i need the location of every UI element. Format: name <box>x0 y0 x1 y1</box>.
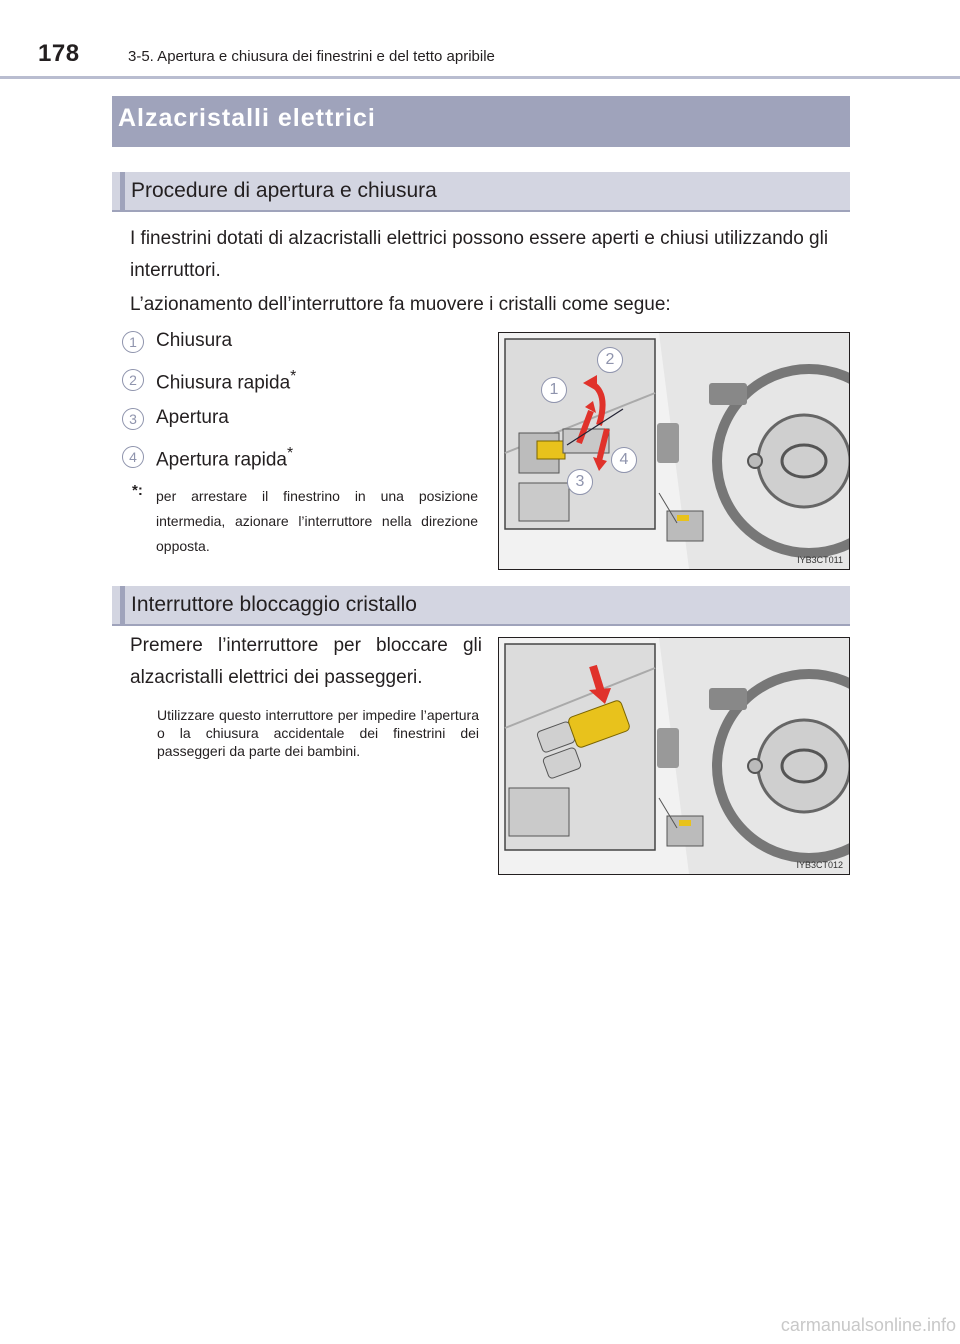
figure-code: IYB3CT012 <box>796 860 843 870</box>
item-number: 2 <box>122 369 144 391</box>
window-switch-illustration <box>499 333 849 569</box>
intro-paragraph: I finestrini dotati di alzacristalli elettrici possono essere aperti e chiusi utilizzando gli interruttori. <box>130 228 829 281</box>
main-title: Alzacristalli elettrici <box>118 104 376 132</box>
item-label: Chiusura rapida* <box>156 368 297 394</box>
item-number: 1 <box>122 331 144 353</box>
footnote-text: per arrestare il finestrino in una posizione intermedia, azionare l’interruttore nella direzione opposta. <box>156 488 478 554</box>
header-rule <box>0 76 960 79</box>
section-heading-lock-switch <box>112 586 850 626</box>
figure-code: IYB3CT011 <box>797 555 843 565</box>
item-label: Apertura <box>156 407 229 428</box>
asterisk-mark: * <box>290 368 297 385</box>
callout-1: 1 <box>541 377 567 403</box>
running-title: 3-5. Apertura e chiusura dei finestrini e del tetto apribile <box>128 48 495 65</box>
page-number: 178 <box>38 40 80 67</box>
callout-4: 4 <box>611 447 637 473</box>
item-number: 4 <box>122 446 144 468</box>
asterisk-mark: * <box>286 445 294 462</box>
section-title: Procedure di apertura e chiusura <box>131 179 437 202</box>
callout-2: 2 <box>597 347 623 373</box>
item-number: 3 <box>122 408 144 430</box>
item-label: Apertura rapida* <box>156 445 294 471</box>
section-title: Interruttore bloccaggio cristallo <box>131 593 417 616</box>
section-heading-procedures <box>112 172 850 212</box>
figure-window-switch <box>498 332 850 570</box>
lock-switch-illustration <box>499 638 849 874</box>
item-label: Chiusura <box>156 330 233 351</box>
section-accent <box>120 586 125 624</box>
lock-switch-note: Utilizzare questo interruttore per impedire l’apertura o la chiusura accidentale dei finestrini dei passeggeri da parte dei bambini. <box>157 707 479 759</box>
section-accent <box>120 172 125 210</box>
callout-3: 3 <box>567 469 593 495</box>
lock-switch-paragraph: Premere l’interruttore per bloccare gli alzacristalli elettrici dei passeggeri. <box>130 635 482 688</box>
figure-lock-switch <box>498 637 850 875</box>
operation-paragraph: L’azionamento dell’interruttore fa muovere i cristalli come segue: <box>130 294 671 315</box>
footnote-mark: *: <box>132 482 143 499</box>
watermark: carmanualsonline.info <box>780 1315 956 1335</box>
switch-highlight <box>537 441 565 459</box>
